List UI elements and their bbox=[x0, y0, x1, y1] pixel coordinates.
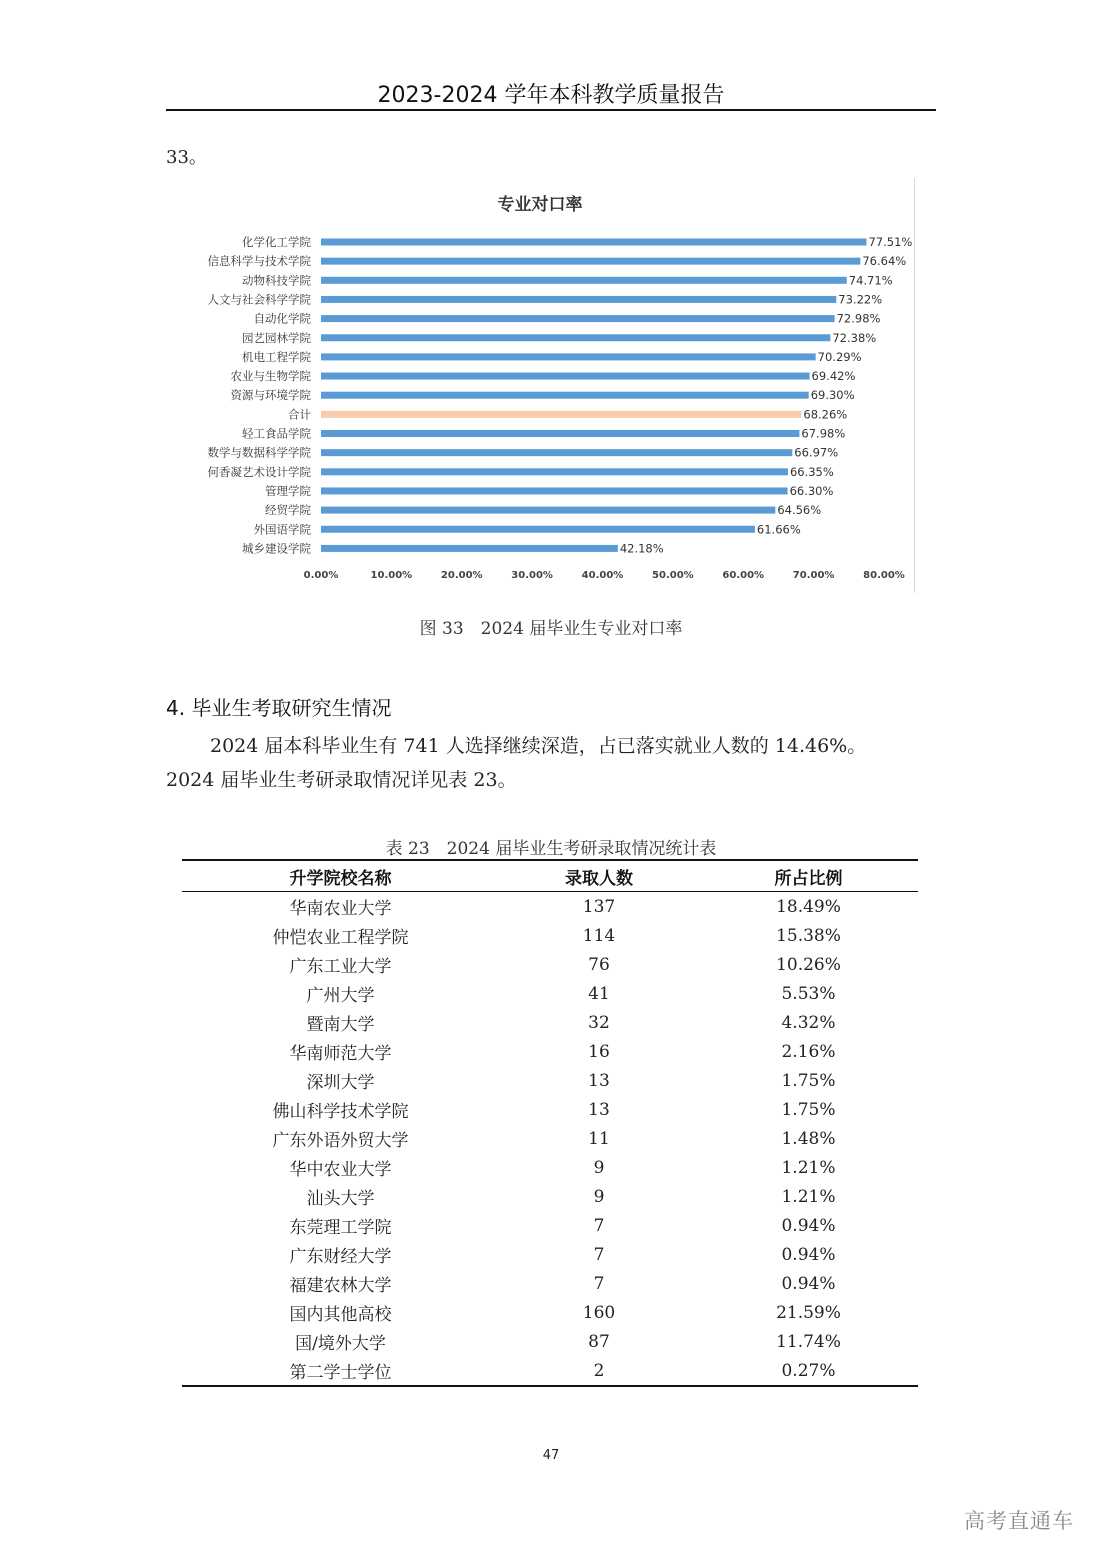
category-label: 园艺园林学院 bbox=[242, 330, 311, 345]
category-label: 信息科学与技术学院 bbox=[207, 254, 311, 269]
table-row bbox=[182, 1211, 918, 1240]
bar-value-label: 67.98% bbox=[801, 426, 846, 441]
bar bbox=[321, 468, 788, 475]
percentage-cell: 11.74% bbox=[776, 1331, 841, 1352]
admission-table bbox=[182, 859, 918, 1387]
table-row bbox=[182, 1327, 918, 1356]
bar-value-label: 73.22% bbox=[838, 292, 883, 307]
category-label: 管理学院 bbox=[265, 483, 311, 498]
table-row bbox=[182, 1153, 918, 1182]
school-name-cell: 华中农业大学 bbox=[289, 1160, 392, 1180]
percentage-cell: 15.38% bbox=[776, 925, 841, 946]
bar-value-label: 69.42% bbox=[811, 369, 856, 384]
percentage-cell: 18.49% bbox=[776, 896, 841, 917]
category-label: 动物科技学院 bbox=[242, 273, 311, 288]
bar bbox=[321, 392, 809, 399]
bar-value-label: 42.18% bbox=[619, 541, 664, 556]
category-label: 资源与环境学院 bbox=[230, 388, 311, 403]
percentage-cell: 0.27% bbox=[699, 1356, 918, 1386]
bar-value-label: 72.38% bbox=[832, 330, 877, 345]
percentage-cell: 2.16% bbox=[781, 1041, 836, 1062]
bar bbox=[321, 353, 816, 360]
bar-chart bbox=[166, 178, 915, 593]
chart-title: 专业对口率 bbox=[497, 195, 583, 215]
bar-value-label: 72.98% bbox=[836, 311, 881, 326]
category-label: 人文与社会科学学院 bbox=[207, 292, 311, 307]
bar bbox=[321, 277, 847, 284]
category-label: 经贸学院 bbox=[265, 503, 311, 518]
school-name-cell: 广东财经大学 bbox=[289, 1247, 392, 1267]
table-row bbox=[182, 1008, 918, 1037]
chart-canvas bbox=[166, 178, 914, 593]
table-body bbox=[182, 892, 918, 1387]
page-number: 47 bbox=[542, 1448, 560, 1463]
school-name-cell: 汕头大学 bbox=[306, 1189, 375, 1209]
bar bbox=[321, 239, 866, 246]
bar-value-label: 68.26% bbox=[803, 407, 848, 422]
category-label: 农业与生物学院 bbox=[230, 369, 311, 384]
school-name-cell: 第二学士学位 bbox=[182, 1356, 499, 1386]
bar bbox=[321, 411, 801, 418]
school-name-cell: 华南农业大学 bbox=[289, 899, 392, 919]
bar-value-label: 66.35% bbox=[789, 464, 834, 479]
table-header-row bbox=[182, 860, 918, 892]
school-name-cell: 佛山科学技术学院 bbox=[272, 1102, 409, 1122]
table-caption: 表 23 2024 届毕业生考研录取情况统计表 bbox=[385, 839, 717, 859]
percentage-cell: 1.75% bbox=[781, 1070, 836, 1091]
percentage-cell: 0.94% bbox=[781, 1273, 836, 1294]
admitted-count-cell: 16 bbox=[588, 1041, 610, 1062]
school-name-cell: 华南师范大学 bbox=[289, 1044, 392, 1064]
percentage-cell: 10.26% bbox=[776, 954, 841, 975]
table-row bbox=[182, 979, 918, 1008]
admitted-count-cell: 41 bbox=[588, 983, 610, 1004]
category-label: 何香凝艺术设计学院 bbox=[207, 464, 311, 479]
section-heading: 4. 毕业生考取研究生情况 bbox=[166, 696, 392, 720]
admitted-count-cell: 32 bbox=[588, 1012, 610, 1033]
table-row bbox=[182, 1240, 918, 1269]
paragraph-line-1: 2024 届本科毕业生有 741 人选择继续深造，占已落实就业人数的 14.46%。 bbox=[210, 735, 867, 757]
bar-value-label: 66.97% bbox=[794, 445, 839, 460]
admitted-count-cell: 11 bbox=[588, 1128, 610, 1149]
school-name-cell: 仲恺农业工程学院 bbox=[272, 928, 409, 948]
table-row bbox=[182, 1095, 918, 1124]
bar bbox=[321, 487, 788, 494]
category-label: 轻工食品学院 bbox=[242, 426, 311, 441]
bar bbox=[321, 258, 860, 265]
bar-value-label: 70.29% bbox=[817, 349, 862, 364]
school-name-cell: 广州大学 bbox=[306, 986, 375, 1006]
school-name-cell: 国/境外大学 bbox=[295, 1334, 386, 1354]
bar bbox=[321, 449, 792, 456]
admitted-count-cell: 13 bbox=[588, 1070, 610, 1091]
percentage-cell: 1.21% bbox=[781, 1186, 836, 1207]
school-name-cell: 国内其他高校 bbox=[289, 1305, 392, 1325]
bar-value-label: 74.71% bbox=[848, 273, 893, 288]
x-tick-label: 50.00% bbox=[652, 570, 694, 581]
bar bbox=[321, 430, 799, 437]
x-tick-label: 60.00% bbox=[722, 570, 765, 581]
category-label: 外国语学院 bbox=[253, 522, 311, 537]
bar-value-label: 66.30% bbox=[789, 483, 834, 498]
x-tick-label: 30.00% bbox=[511, 570, 553, 581]
admitted-count-cell: 7 bbox=[593, 1215, 605, 1236]
x-tick-label: 40.00% bbox=[581, 570, 624, 581]
bar bbox=[321, 526, 755, 533]
admitted-count-cell: 7 bbox=[593, 1244, 605, 1265]
school-name-cell: 福建农林大学 bbox=[289, 1276, 392, 1296]
category-label: 机电工程学院 bbox=[242, 349, 311, 364]
x-tick-label: 10.00% bbox=[370, 570, 413, 581]
category-label: 化学化工学院 bbox=[242, 235, 311, 249]
admitted-count-cell: 2 bbox=[499, 1356, 699, 1386]
bar bbox=[321, 315, 835, 322]
category-label: 数学与数据科学学院 bbox=[207, 445, 311, 460]
admitted-count-cell: 9 bbox=[593, 1186, 605, 1207]
percentage-cell: 1.21% bbox=[781, 1157, 836, 1178]
bar-value-label: 77.51% bbox=[868, 235, 913, 249]
percentage-cell: 1.75% bbox=[781, 1099, 836, 1120]
table-row bbox=[182, 1356, 918, 1386]
x-tick-label: 70.00% bbox=[792, 570, 835, 581]
bar bbox=[321, 507, 775, 514]
x-tick-label: 20.00% bbox=[440, 570, 483, 581]
category-label: 城乡建设学院 bbox=[242, 541, 311, 556]
figure-caption: 图 33 2024 届毕业生专业对口率 bbox=[419, 619, 683, 639]
admitted-count-cell: 9 bbox=[593, 1157, 605, 1178]
admitted-count-cell: 76 bbox=[588, 954, 610, 975]
bar bbox=[321, 545, 618, 552]
bar bbox=[321, 334, 830, 341]
header-percentage: 所占比例 bbox=[699, 860, 918, 892]
percentage-cell: 4.32% bbox=[781, 1012, 836, 1033]
school-name-cell: 深圳大学 bbox=[306, 1073, 375, 1093]
table-row bbox=[182, 1269, 918, 1298]
percentage-cell: 0.94% bbox=[781, 1244, 836, 1265]
admitted-count-cell: 137 bbox=[582, 896, 616, 917]
watermark: 高考直通车 bbox=[964, 1509, 1074, 1533]
table-row bbox=[182, 1182, 918, 1211]
paragraph-line-2: 2024 届毕业生考研录取情况详见表 23。 bbox=[166, 769, 517, 791]
report-header-title: 2023-2024 学年本科教学质量报告 bbox=[377, 83, 725, 108]
table-row bbox=[182, 1037, 918, 1066]
admitted-count-cell: 87 bbox=[588, 1331, 610, 1352]
table-row bbox=[182, 950, 918, 979]
percentage-cell: 5.53% bbox=[781, 983, 836, 1004]
table-row bbox=[182, 892, 918, 922]
bar-value-label: 64.56% bbox=[777, 503, 822, 518]
category-label: 合计 bbox=[288, 407, 311, 422]
x-tick-label: 80.00% bbox=[863, 570, 905, 581]
percentage-cell: 0.94% bbox=[781, 1215, 836, 1236]
bar bbox=[321, 296, 836, 303]
header-school-name: 升学院校名称 bbox=[182, 860, 499, 892]
table-row bbox=[182, 1298, 918, 1327]
bar-value-label: 61.66% bbox=[756, 522, 801, 537]
table-row bbox=[182, 1124, 918, 1153]
header-admitted-count: 录取人数 bbox=[499, 860, 699, 892]
header-rule bbox=[166, 109, 936, 111]
bar-value-label: 69.30% bbox=[810, 388, 855, 403]
admitted-count-cell: 13 bbox=[588, 1099, 610, 1120]
school-name-cell: 东莞理工学院 bbox=[289, 1218, 392, 1238]
school-name-cell: 广东外语外贸大学 bbox=[272, 1131, 409, 1151]
admitted-count-cell: 7 bbox=[593, 1273, 605, 1294]
bar bbox=[321, 373, 810, 380]
admitted-count-cell: 114 bbox=[582, 925, 616, 946]
category-label: 自动化学院 bbox=[253, 311, 311, 326]
x-tick-label: 0.00% bbox=[303, 570, 339, 581]
school-name-cell: 广东工业大学 bbox=[289, 957, 392, 977]
percentage-cell: 21.59% bbox=[776, 1302, 841, 1323]
table-row bbox=[182, 1066, 918, 1095]
bar-value-label: 76.64% bbox=[862, 254, 907, 269]
admitted-count-cell: 160 bbox=[582, 1302, 616, 1323]
table-row bbox=[182, 921, 918, 950]
percentage-cell: 1.48% bbox=[781, 1128, 836, 1149]
intro-fragment: 33。 bbox=[166, 147, 207, 168]
school-name-cell: 暨南大学 bbox=[306, 1015, 375, 1035]
